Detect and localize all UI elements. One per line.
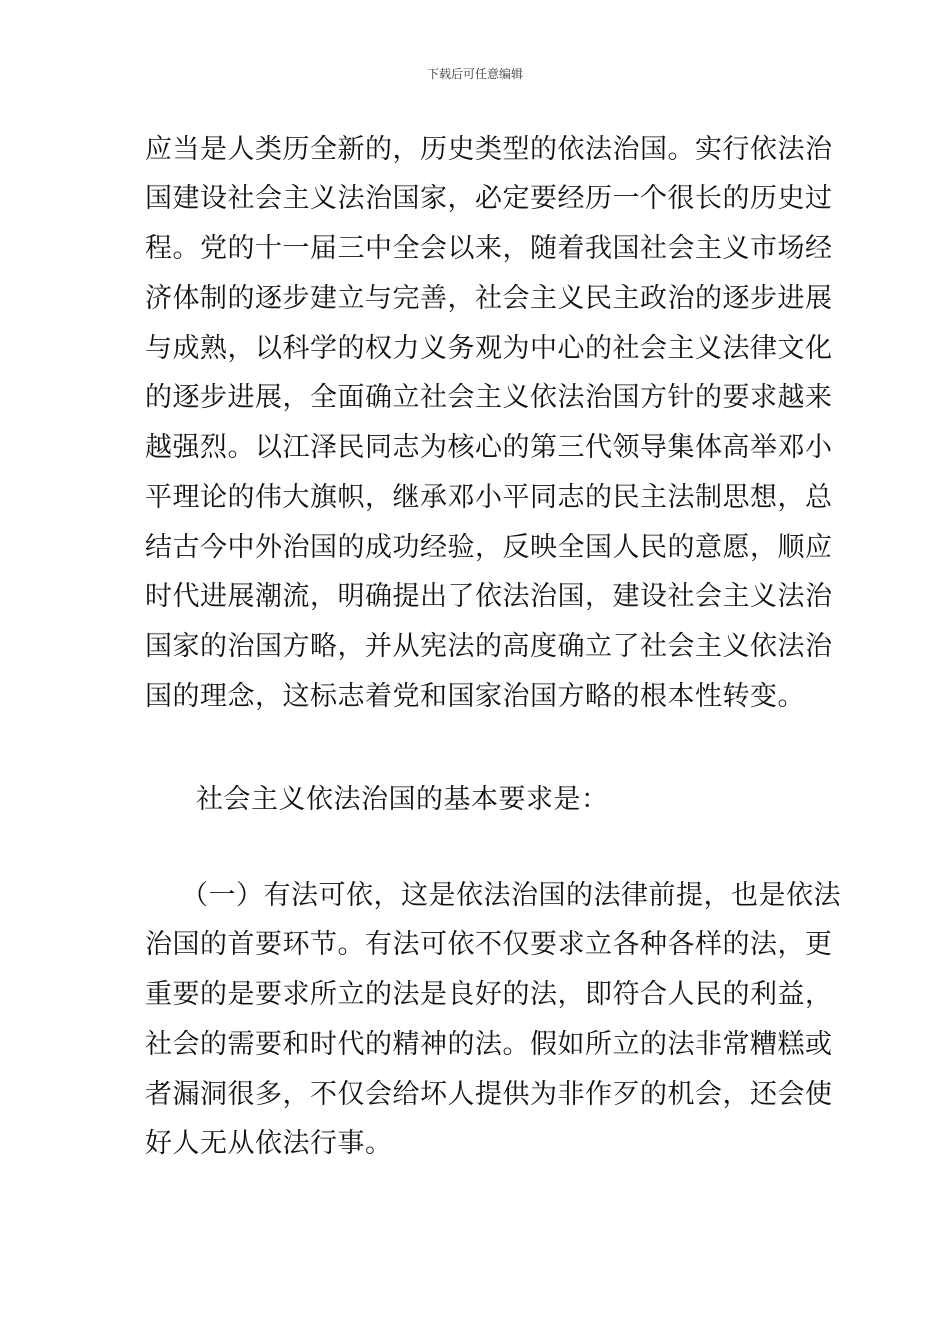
paragraph-line: 者漏洞很多，不仅会给坏人提供为非作歹的机会，还会使 — [145, 1079, 833, 1110]
paragraph-line: 结古今中外治国的成功经验，反映全国人民的意愿，顺应 — [145, 532, 833, 563]
paragraph-line: 重要的是要求所立的法是良好的法，即符合人民的利益， — [145, 979, 833, 1010]
paragraph-line: 时代进展潮流，明确提出了依法治国，建设社会主义法治 — [145, 581, 833, 612]
paragraph-line: 应当是人类历全新的，历史类型的依法治国。实行依法治 — [145, 134, 833, 165]
section-heading: 社会主义依法治国的基本要求是： — [196, 784, 609, 815]
paragraph-line: 社会的需要和时代的精神的法。假如所立的法非常糟糕或 — [145, 1029, 833, 1060]
paragraph-line: 济体制的逐步建立与完善，社会主义民主政治的逐步进展 — [145, 283, 833, 314]
paragraph-line: 与成熟，以科学的权力义务观为中心的社会主义法律文化 — [145, 333, 833, 364]
paragraph-line: 国建设社会主义法治国家，必定要经历一个很长的历史过 — [145, 183, 833, 214]
paragraph-line: 治国的首要环节。有法可依不仅要求立各种各样的法，更 — [145, 929, 833, 960]
paragraph-line: 越强烈。以江泽民同志为核心的第三代领导集体高举邓小 — [145, 432, 833, 463]
paragraph-line: 好人无从依法行事。 — [145, 1128, 393, 1159]
paragraph-line: 国家的治国方略，并从宪法的高度确立了社会主义依法治 — [145, 631, 833, 662]
paragraph-line: 平理论的伟大旗帜，继承邓小平同志的民主法制思想，总 — [145, 482, 833, 513]
paragraph-line: 的逐步进展，全面确立社会主义依法治国方针的要求越来 — [145, 382, 833, 413]
page-header: 下载后可任意编辑 — [426, 67, 523, 81]
paragraph-line: 国的理念，这标志着党和国家治国方略的根本性转变。 — [145, 681, 805, 712]
paragraph-line: 程。党的十一届三中全会以来，随着我国社会主义市场经 — [145, 233, 833, 264]
paragraph-line: （一）有法可依，这是依法治国的法律前提，也是依法 — [181, 880, 841, 911]
